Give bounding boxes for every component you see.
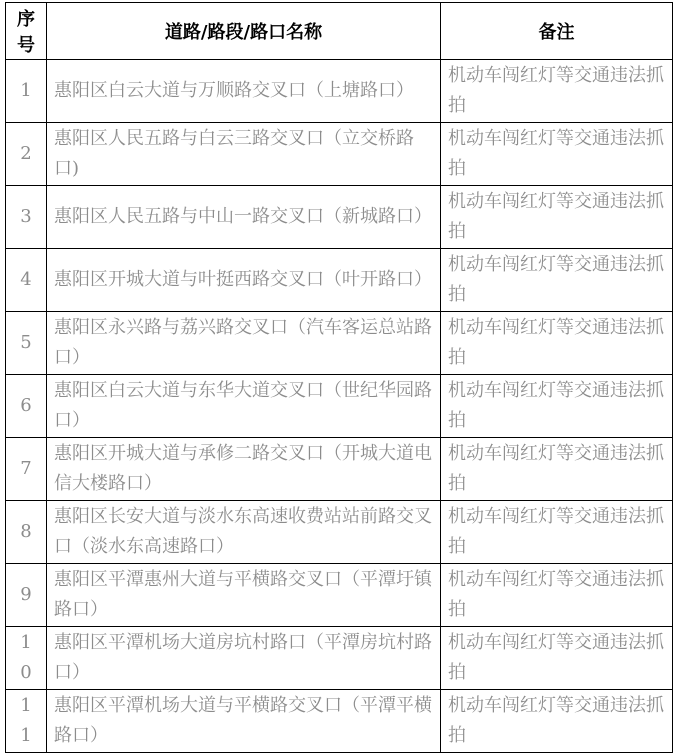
- serial-cell: [6, 312, 47, 375]
- road-name-cell: 惠阳区永兴路与荔兴路交叉口（汽车客运总站路口）: [47, 312, 441, 375]
- serial-number: 8: [20, 521, 32, 542]
- remark-cell: 机动车闯红灯等交通违法抓拍: [441, 501, 673, 564]
- road-name-cell: 惠阳区开城大道与叶挺西路交叉口（叶开路口）: [47, 249, 441, 312]
- table-row: [6, 690, 673, 753]
- remark-cell: 机动车闯红灯等交通违法抓拍: [441, 375, 673, 438]
- table-row: [6, 564, 673, 627]
- table-row: [6, 438, 673, 501]
- serial-cell: [6, 501, 47, 564]
- remark-cell: 机动车闯红灯等交通违法抓拍: [441, 123, 673, 186]
- road-name-cell: 惠阳区人民五路与中山一路交叉口（新城路口）: [47, 186, 441, 249]
- table-row: [6, 375, 673, 438]
- road-name-cell: 惠阳区长安大道与淡水东高速收费站站前路交叉口（淡水东高速路口）: [47, 501, 441, 564]
- serial-number: 7: [20, 458, 32, 479]
- header-row: [6, 3, 673, 60]
- serial-number: 4: [20, 269, 32, 290]
- table-row: [6, 249, 673, 312]
- table-row: [6, 123, 673, 186]
- table-row: [6, 627, 673, 690]
- remark-cell: 机动车闯红灯等交通违法抓拍: [441, 564, 673, 627]
- table-row: [6, 501, 673, 564]
- header-cell-serial: 序号: [6, 3, 47, 60]
- remark-cell: 机动车闯红灯等交通违法抓拍: [441, 627, 673, 690]
- serial-number: 10: [20, 632, 32, 683]
- serial-cell: [6, 564, 47, 627]
- serial-cell: [6, 60, 47, 123]
- remark-cell: 机动车闯红灯等交通违法抓拍: [441, 186, 673, 249]
- road-name-cell: 惠阳区平潭惠州大道与平横路交叉口（平潭圩镇路口）: [47, 564, 441, 627]
- table-row: [6, 186, 673, 249]
- remark-cell: 机动车闯红灯等交通违法抓拍: [441, 690, 673, 753]
- remark-cell: 机动车闯红灯等交通违法抓拍: [441, 249, 673, 312]
- serial-number: 6: [20, 395, 32, 416]
- road-name-cell: 惠阳区白云大道与东华大道交叉口（世纪华园路口）: [47, 375, 441, 438]
- serial-cell: [6, 438, 47, 501]
- serial-number: 11: [20, 695, 32, 746]
- serial-number: 5: [20, 332, 32, 353]
- serial-cell: [6, 375, 47, 438]
- table-row: [6, 60, 673, 123]
- serial-number: 9: [20, 584, 32, 605]
- serial-number: 1: [20, 80, 32, 101]
- remark-cell: 机动车闯红灯等交通违法抓拍: [441, 312, 673, 375]
- road-name-cell: 惠阳区开城大道与承修二路交叉口（开城大道电信大楼路口）: [47, 438, 441, 501]
- road-name-cell: 惠阳区平潭机场大道与平横路交叉口（平潭平横路口）: [47, 690, 441, 753]
- road-name-cell: 惠阳区人民五路与白云三路交叉口（立交桥路口): [47, 123, 441, 186]
- serial-cell: [6, 123, 47, 186]
- serial-cell: [6, 249, 47, 312]
- table-header: [6, 3, 673, 60]
- header-cell-road-name: 道路/路段/路口名称: [47, 3, 441, 60]
- serial-number: 2: [20, 143, 32, 164]
- serial-number: 3: [20, 206, 32, 227]
- road-name-cell: 惠阳区平潭机场大道房坑村路口（平潭房坑村路口）: [47, 627, 441, 690]
- serial-cell: [6, 186, 47, 249]
- header-cell-remark: 备注: [441, 3, 673, 60]
- traffic-camera-table: [5, 2, 673, 753]
- road-name-cell: 惠阳区白云大道与万顺路交叉口（上塘路口）: [47, 60, 441, 123]
- serial-cell: [6, 690, 47, 753]
- serial-cell: [6, 627, 47, 690]
- remark-cell: 机动车闯红灯等交通违法抓拍: [441, 438, 673, 501]
- table-row: [6, 312, 673, 375]
- remark-cell: 机动车闯红灯等交通违法抓拍: [441, 60, 673, 123]
- table-body: [6, 60, 673, 753]
